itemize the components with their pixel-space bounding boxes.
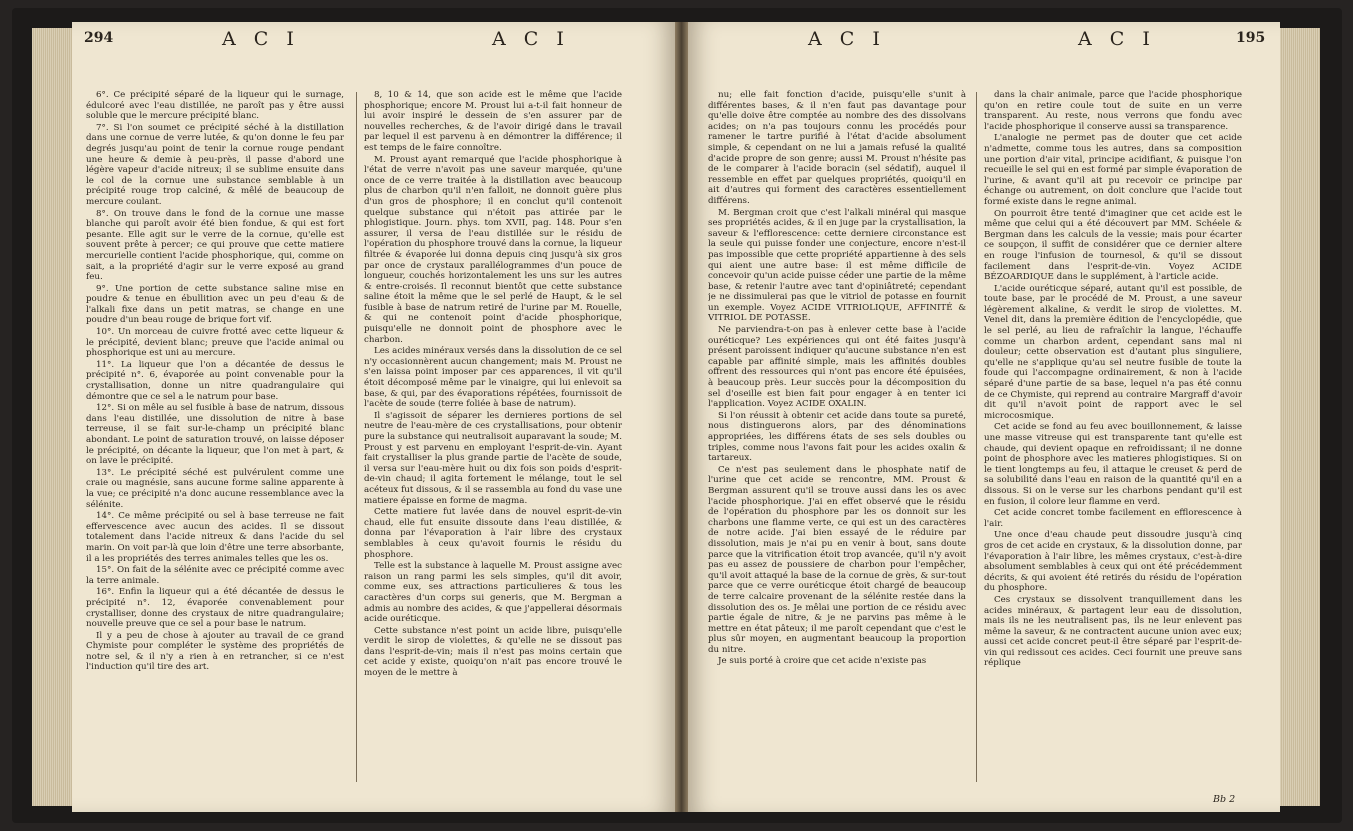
running-head-right-2: A C I xyxy=(1078,28,1156,50)
paragraph: Telle est la substance à laquelle M. Proust assigne avec raison un rang parmi les sels simples, qu'il dit avoir, comme eux, ses attractions particulieres & tous les caractères d'un corps sui generis, que M. Bergman a admis au nombre des acides, & que j'appellerai désormais acide ouréticque. xyxy=(364,561,622,625)
signature-mark: Bb 2 xyxy=(1213,794,1236,805)
paragraph: Je suis porté à croire que cet acide n'existe pas xyxy=(718,656,927,667)
right-page-edges xyxy=(1280,28,1320,806)
paragraph: nu; elle fait fonction d'acide, puisqu'elle s'unit à différentes bases, & il n'en faut pas davantage pour qu'elle doive être comptée au nombre des des dissolvans acides; on n'a pas toujours connu les procédés pour ramener le tartre purifié à l'état d'acide absolument simple, & cependant on ne lui a jamais refusé la qualité d'acide propre de son genre; aussi M. Proust n'hésite pas de le comparer à l'acide boracin (sel sédatif), auquel il ressemble en effet par quelques propriétés, quoiqu'il en ait d'autres qui forment des caractères essentiellement différens. xyxy=(708,90,966,206)
right-page xyxy=(688,22,1280,812)
paragraph: 10°. Un morceau de cuivre frotté avec cette liqueur & le précipité, devient blanc; preuve que l'acide animal ou phosphorique est uni au mercure. xyxy=(86,327,344,359)
paragraph: 12°. Si on mêle au sel fusible à base de natrum, dissous dans l'eau distillée, une dissolution de nitre à base terreuse, il se fait sur-le-champ un précipité blanc abondant. Le point de saturation trouvé, on laisse déposer le précipité, on décante la liqueur, que l'on met à part, & on lave le précipité. xyxy=(86,403,344,467)
paragraph: dans la chair animale, parce que l'acide phosphorique qu'on en retire coule tout de suite en un verre transparent. Au reste, nous verrons que fondu avec l'acide phosphorique il conserve aussi sa transparence. xyxy=(984,90,1242,132)
paragraph: M. Proust ayant remarqué que l'acide phosphorique à l'état de verre n'avoit pas une saveur marquée, qu'une once de ce verre traitée à la distillation avec beaucoup plus de charbon qu'il n'en falloit, ne donnoit guère plus d'un gros de phosphore; il en conclut qu'il contenoit quelque substance qui n'étoit pas attirée par le phlogistique. Journ. phys. tom XVII, pag. 148. Pour s'en assurer, il versa de l'eau distillée sur le résidu de l'opération du phosphore trouvé dans la cornue, la liqueur filtrée & évaporée lui donna depuis cinq jusqu'à six gros par once de crystaux parallélogrammes d'un pouce de longueur, couchés horizontalement les uns sur les autres & entre-croisés. Il reconnut bientôt que cette substance saline étoit la même que le sel perlé de Haupt, & le sel fusible à base de natrum retiré de l'urine par M. Rouelle, & qui ne contenoit point d'acide phosphorique, puisqu'elle ne donnoit point de phosphore avec le charbon. xyxy=(364,154,622,345)
column-rule xyxy=(356,92,357,782)
paragraph: 15°. On fait de la sélénite avec ce précipité comme avec la terre animale. xyxy=(86,565,344,586)
book-gutter xyxy=(675,22,688,812)
left-column-1 xyxy=(86,90,344,790)
paragraph: 13°. Le précipité séché est pulvérulent comme une craie ou magnésie, sans aucune forme saline apparente à la vue; ce précipité n'a donc aucune ressemblance avec la sélénite. xyxy=(86,467,344,510)
left-page-edges xyxy=(32,28,72,806)
paragraph: M. Bergman croit que c'est l'alkali minéral qui masque ses propriétés acides, & il en juge par la crystallisation, la saveur & l'efflorescence: cette derniere circonstance est la seule qui puisse fonder une conjecture, encore n'est-il pas impossible que cette propriété appartienne à des sels qui aient une autre base: il est même difficile de concevoir qu'un acide puisse céder une partie de la même base, & retenir l'autre avec tant d'opiniâtreté; cependant je ne dissimulerai pas que le vitriol de potasse en fournit un exemple. Voyez ACIDE VITRIOLIQUE, AFFINITÉ & VITRIOL DE POTASSE. xyxy=(708,207,966,324)
paragraph: Cet acide se fond au feu avec bouillonnement, & laisse une masse vitreuse qui est transparente tant qu'elle est chaude, qui devient opaque en refroidissant; il ne donne point de phosphore avec les matieres phlogistiques. Si on le tient longtemps au feu, il attaque le creuset & perd de sa solubilité dans l'eau en raison de la quantité qu'il en a dissous. Si on le verse sur les charbons pendant qu'il est en fusion, il colore leur flamme en verd. xyxy=(984,422,1242,507)
paragraph: Cette substance n'est point un acide libre, puisqu'elle verdit le sirop de violettes, & qu'elle ne se dissout pas dans l'esprit-de-vin; mais il n'est pas moins certain que cet acide y existe, quoiqu'on n'ait pas encore trouvé le moyen de le mettre à xyxy=(364,625,622,679)
paragraph: 11°. La liqueur que l'on a décantée de dessus le précipité n°. 6, évaporée au point convenable pour la crystallisation, donne un nitre quadrangulaire qui démontre que ce sel a le natrum pour base. xyxy=(86,359,344,402)
paragraph: Si l'on réussit à obtenir cet acide dans toute sa pureté, nous distinguerons alors, par des dénominations appropriées, les différens états de ses sels doubles ou triples, comme nous l'avons fait pour les acides oxalin & tartareux. xyxy=(708,410,966,464)
page-number-left: 294 xyxy=(84,30,114,46)
paragraph: 9°. Une portion de cette substance saline mise en poudre & tenue en ébullition avec un peu d'eau & de l'alkali fixe dans un petit matras, se change en une poudre d'un beau rouge de brique fort vif. xyxy=(86,283,344,326)
page-number-right: 195 xyxy=(1236,30,1266,46)
running-head-left-2: A C I xyxy=(492,28,570,50)
paragraph: Cette matiere fut lavée dans de nouvel esprit-de-vin chaud, elle fut ensuite dissoute dans l'eau distillée, & donna par l'évaporation à l'air libre des crystaux semblables à ceux qu'avoit fournis le résidu du phosphore. xyxy=(364,507,622,560)
left-page xyxy=(72,22,675,812)
paragraph: Une once d'eau chaude peut dissoudre jusqu'à cinq gros de cet acide en crystaux, & la dissolution donne, par l'évaporation à l'air libre, les mêmes crystaux, c'est-à-dire absolument semblables à ceux qui ont été précédemment décrits, & qui avoient été retirés du résidu de l'opération du phosphore. xyxy=(984,530,1242,594)
paragraph: 8°. On trouve dans le fond de la cornue une masse blanche qui paroît avoir été bien fondue, & qui est fort pesante. Elle agit sur le verre de la cornue, qu'elle est souvent prête à percer; ce qui prouve que cette matiere mercurielle contient l'acide phosphorique, qui, comme on sait, a la propriété d'agir sur le verre exposé au grand feu. xyxy=(86,208,344,283)
left-column-2 xyxy=(364,90,622,790)
paragraph: Il s'agissoit de séparer les dernieres portions de sel neutre de l'eau-mère de ces crystallisations, pour obtenir pure la substance qui neutralisoit auparavant la soude; M. Proust y est parvenu en employant l'esprit-de-vin. Ayant fait crystalliser la plus grande partie de l'acète de soude, il versa sur l'eau-mère huit ou dix fois son poids d'esprit-de-vin chaud; il agita fortement le mélange, tout le sel acéteux fut dissous, & il se rassembla au fond du vase une matiere épaisse en forme de magma. xyxy=(364,410,622,506)
paragraph: 7°. Si l'on soumet ce précipité séché à la distillation dans une cornue de verre lutée, & qu'on donne le feu par degrés jusqu'au point de tenir la cornue rouge pendant une heure & demie à peu-près, il passe d'abord une légère vapeur d'acide nitreux; il se sublime ensuite dans le col de la cornue une substance semblable à un précipité rouge trop calciné, & mêlé de beaucoup de mercure coulant. xyxy=(86,122,344,207)
column-rule xyxy=(976,92,977,782)
open-book xyxy=(12,8,1342,823)
running-head-left-1: A C I xyxy=(222,28,300,50)
paragraph: 16°. Enfin la liqueur qui a été décantée de dessus le précipité n°. 12, évaporée convenablement pour crystalliser, donne des crystaux de nitre quadrangulaire; nouvelle preuve que ce sel a pour base le natrum. xyxy=(86,587,344,630)
right-column-1 xyxy=(708,90,966,790)
paragraph: 8, 10 & 14, que son acide est le même que l'acide phosphorique; encore M. Proust lui a-t-il fait honneur de lui avoir inspiré le dessein de s'en assurer par de nouvelles recherches, & de l'avoir dirigé dans le travail par lequel il est parvenu à en démontrer la différence; il est temps de le faire connoître. xyxy=(364,90,622,153)
paragraph: Les acides minéraux versés dans la dissolution de ce sel n'y occasionnèrent aucun changement; mais M. Proust ne s'en laissa point imposer par ces apparences, il vit qu'il étoit décomposé même par le vinaigre, qui lui enlevoit sa base, & qui, par des évaporations répétées, fournissoit de l'acète de soude (terre foliée à base de natrum). xyxy=(364,346,622,410)
paragraph: 14°. Ce même précipité ou sel à base terreuse ne fait effervescence avec aucun des acides. Il se dissout totalement dans l'acide nitreux & dans l'acide du sel marin. On voit par-là que loin d'être une terre absorbante, il a les propriétés des terres animales telles que les os. xyxy=(86,511,344,564)
paragraph: L'acide ouréticque séparé, autant qu'il est possible, de toute base, par le procédé de M. Proust, a une saveur légèrement alkaline, & verdit le sirop de violettes. M. Venel dit, dans la première édition de l'encyclopédie, que le sel perlé, au lieu de rafraîchir la langue, l'échauffe comme un charbon ardent, cependant sans mal ni douleur; cette observation est d'autant plus singuliere, qu'elle ne s'applique qu'au sel neutre fusible de toute la foude qui l'accompagne ordinairement, & non à l'acide séparé d'une partie de sa base, lequel n'a pas été connu de ce Chymiste, qui reprend au contraire Margraff d'avoir dit qu'il n'avoit point de rapport avec le sel microcosmique. xyxy=(984,283,1242,421)
right-column-2 xyxy=(984,90,1242,790)
paragraph: L'analogie ne permet pas de douter que cet acide n'admette, comme tous les autres, dans sa composition une portion d'air vital, principe acidifiant, & puisque l'on recueille le sel qui en est formé par simple évaporation de l'urine, & avant qu'il ait pu recevoir ce principe par échange ou autrement, on doit conclure que l'acide tout formé existe dans le regne animal. xyxy=(984,133,1242,207)
paragraph: 6°. Ce précipité séparé de la liqueur qui le surnage, édulcoré avec l'eau distillée, ne paroît pas y être aussi soluble que le mercure précipité blanc. xyxy=(86,90,344,122)
paragraph: Ce n'est pas seulement dans le phosphate natif de l'urine que cet acide se rencontre, MM. Proust & Bergman assurent qu'il se trouve aussi dans les os avec l'acide phosphorique. J'ai en effet observé que le résidu de l'opération du phosphore par les os donnoit sur les charbons une flamme verte, ce qui est un des caractères de notre acide. J'ai bien essayé de le réduire par dissolution, mais je n'ai pu en venir à bout, sans doute parce que la vitrification étoit trop avancée, qu'il n'y avoit pas eu assez de poussiere de charbon pour l'empêcher, qu'il avoit attaqué la base de la cornue de grès, & sur-tout parce que ce verre ouréticque étoit chargé de beaucoup de terre calcaire provenant de la sélénite restée dans la dissolution des os. Je mêlai une portion de ce résidu avec partie égale de nitre, & je ne parvins pas même à le mettre en état pâteux; il me paroît cependant que c'est le plus sûr moyen, en augmentant beaucoup la proportion du nitre. xyxy=(708,464,966,655)
paragraph: Ces crystaux se dissolvent tranquillement dans les acides minéraux, & partagent leur eau de dissolution, mais ils ne les neutralisent pas, ils ne leur enlevent pas même la saveur, & ne contractent aucune union avec eux; aussi cet acide concret peut-il être séparé par l'esprit-de-vin qui redissout ces acides. Ceci fournit une preuve sans réplique xyxy=(984,594,1242,669)
paragraph: Ne parviendra-t-on pas à enlever cette base à l'acide ouréticque? Les expériences qui ont été faites jusqu'à présent paroissent indiquer qu'aucune substance n'en est capable par affinité simple, mais les affinités doubles offrent des ressources qui n'ont pas encore été épuisées, à beaucoup près. Leur succès pour la décomposition du sel d'oseille est bien fait pour engager à en tenter ici l'application. Voyez ACIDE OXALIN. xyxy=(708,325,966,410)
paragraph: Il y a peu de chose à ajouter au travail de ce grand Chymiste pour compléter le système des propriétés de notre sel, & il n'y a rien à en retrancher, si ce n'est l'induction qu'il tire des art. xyxy=(86,630,344,673)
running-head-right-1: A C I xyxy=(808,28,886,50)
paragraph: On pourroit être tenté d'imaginer que cet acide est le même que celui qui a été découvert par MM. Schéele & Bergman dans les calculs de la vessie; mais pour écarter ce soupçon, il suffit de considérer que ce dernier altere en rouge l'infusion de tournesol, & qu'il se dissout facilement dans l'esprit-de-vin. Voyez ACIDE BÉZOARDIQUE dans le supplément, à l'article acide. xyxy=(984,208,1242,283)
paragraph: Cet acide concret tombe facilement en efflorescence à l'air. xyxy=(984,508,1242,529)
